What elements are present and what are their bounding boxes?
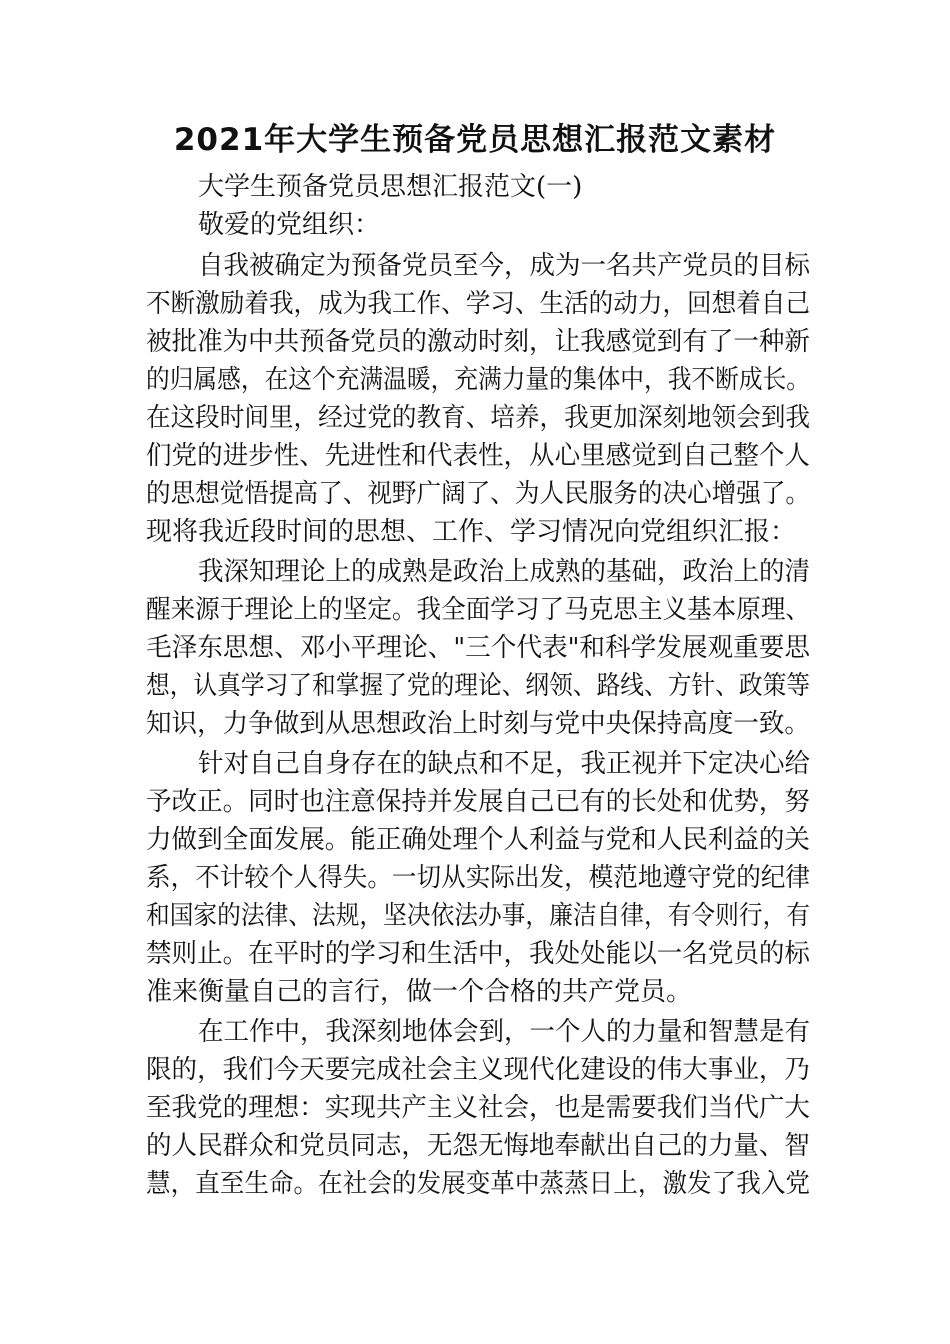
paragraph-line: 们党的进步性、先进性和代表性，从心里感觉到自己整个人 xyxy=(146,441,810,471)
paragraph-line: 慧，直至生命。在社会的发展变革中蒸蒸日上，激发了我入党 xyxy=(146,1169,811,1199)
paragraph-line: 力做到全面发展。能正确处理个人利益与党和人民利益的关 xyxy=(146,825,810,855)
salutation: 敬爱的党组织： xyxy=(198,210,381,240)
paragraph-line: 禁则止。在平时的学习和生活中，我处处能以一名党员的标 xyxy=(146,939,810,969)
paragraph-line: 想，认真学习了和掌握了党的理论、纲领、路线、方针、政策等 xyxy=(146,671,811,701)
paragraph-line: 系，不计较个人得失。一切从实际出发，模范地遵守党的纪律 xyxy=(146,863,811,893)
paragraph-line: 限的，我们今天要完成社会主义现代化建设的伟大事业，乃 xyxy=(146,1055,810,1085)
paragraph-line: 在工作中，我深刻地体会到，一个人的力量和智慧是有 xyxy=(198,1017,811,1047)
paragraph-line: 知识，力争做到从思想政治上时刻与党中央保持高度一致。 xyxy=(146,709,810,739)
section-heading: 大学生预备党员思想汇报范文(一) xyxy=(198,172,583,202)
paragraph-line: 至我党的理想：实现共产主义社会，也是需要我们当代广大 xyxy=(146,1093,810,1123)
paragraph-line: 在这段时间里，经过党的教育、培养，我更加深刻地领会到我 xyxy=(146,403,811,433)
paragraph-line: 我深知理论上的成熟是政治上成熟的基础，政治上的清 xyxy=(198,557,811,587)
paragraph-line: 毛泽东思想、邓小平理论、"三个代表"和科学发展观重要思 xyxy=(146,633,810,663)
paragraph-line: 的人民群众和党员同志，无怨无悔地奉献出自己的力量、智 xyxy=(146,1131,810,1161)
paragraph-line: 醒来源于理论上的坚定。我全面学习了马克思主义基本原理、 xyxy=(146,595,811,625)
paragraph-line: 的思想觉悟提高了、视野广阔了、为人民服务的决心增强了。 xyxy=(146,479,811,509)
paragraph-line: 自我被确定为预备党员至今，成为一名共产党员的目标 xyxy=(198,251,811,281)
document-title: 2021年大学生预备党员思想汇报范文素材 xyxy=(173,122,777,158)
paragraph-line: 针对自己自身存在的缺点和不足，我正视并下定决心给 xyxy=(198,749,811,779)
paragraph-line: 的归属感，在这个充满温暖，充满力量的集体中，我不断成长。 xyxy=(146,365,811,395)
paragraph-line: 予改正。同时也注意保持并发展自己已有的长处和优势，努 xyxy=(146,787,810,817)
paragraph-line: 准来衡量自己的言行，做一个合格的共产党员。 xyxy=(146,977,693,1007)
paragraph-line: 现将我近段时间的思想、工作、学习情况向党组织汇报： xyxy=(146,517,797,547)
paragraph-line: 被批准为中共预备党员的激动时刻，让我感觉到有了一种新 xyxy=(146,327,810,357)
paragraph-line: 不断激励着我，成为我工作、学习、生活的动力，回想着自己 xyxy=(146,289,811,319)
paragraph-line: 和国家的法律、法规，坚决依法办事，廉洁自律，有令则行，有 xyxy=(146,901,811,931)
